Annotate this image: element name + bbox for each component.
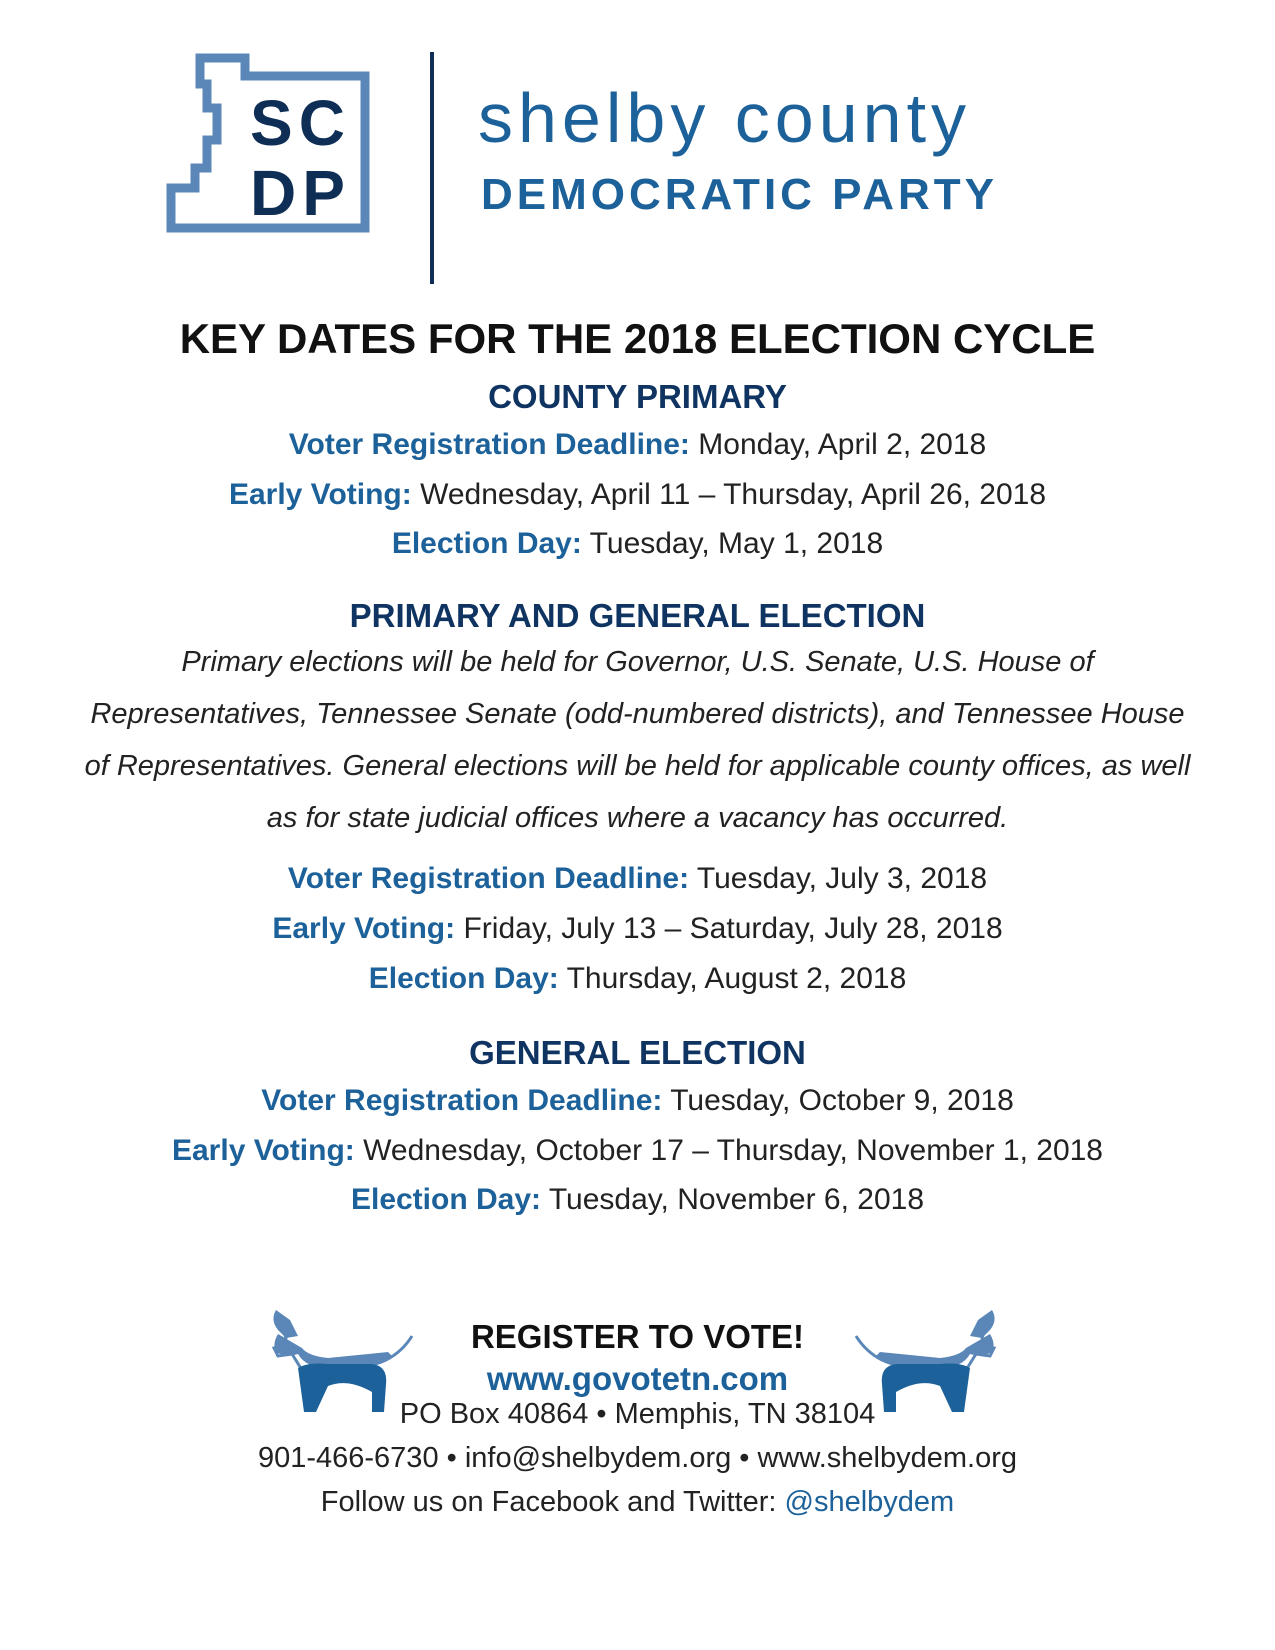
primary-general-election-day <box>0 962 1275 996</box>
county-primary-election-day <box>0 527 1275 561</box>
general-early-voting <box>0 1134 1275 1168</box>
general-registration <box>0 1084 1275 1118</box>
follow-text: Follow us on Facebook and Twitter: <box>320 1486 785 1518</box>
date-label: Election Day: <box>368 962 559 995</box>
primary-general-description: Primary elections will be held for Governor, U.S. Senate, U.S. House of Representatives, Tennessee Senate (odd-numbered districts), and Tennessee House of Representatives. General elections will be held for applicable county offices, as well as for state judicial offices where a vacancy has occurred. <box>84 646 1191 834</box>
logo-line-2: DP <box>250 157 351 229</box>
date-value: Monday, April 2, 2018 <box>689 428 987 461</box>
footer-contact: 901-466-6730 • info@shelbydem.org • www.shelbydem.org <box>257 1442 1018 1474</box>
general-election-day <box>0 1183 1275 1217</box>
date-value: Tuesday, October 9, 2018 <box>662 1084 1014 1117</box>
header <box>0 0 1275 300</box>
primary-general-registration <box>0 862 1275 896</box>
register-block <box>0 1318 1275 1398</box>
register-link[interactable]: www.govotetn.com <box>486 1360 789 1397</box>
county-primary-heading: COUNTY PRIMARY <box>488 378 787 415</box>
date-label: Voter Registration Deadline: <box>288 428 690 461</box>
date-value: Tuesday, November 6, 2018 <box>541 1183 925 1216</box>
page-title: KEY DATES FOR THE 2018 ELECTION CYCLE <box>179 315 1096 362</box>
date-value: Thursday, August 2, 2018 <box>558 962 907 995</box>
date-value: Wednesday, October 17 – Thursday, November 1, 2018 <box>354 1134 1103 1167</box>
county-primary-early-voting <box>0 478 1275 512</box>
date-label: Election Day: <box>350 1183 542 1216</box>
primary-general-heading: PRIMARY AND GENERAL ELECTION <box>349 597 926 634</box>
footer-follow <box>0 1486 1275 1519</box>
date-value: Wednesday, April 11 – Thursday, April 26, 2018 <box>411 478 1047 511</box>
primary-general-early-voting <box>0 912 1275 946</box>
date-value: Tuesday, July 3, 2018 <box>689 862 988 895</box>
date-label: Election Day: <box>391 527 582 560</box>
logo-line-1: SC <box>250 87 351 159</box>
social-handle-link[interactable]: @shelbydem <box>784 1486 955 1518</box>
org-name-line-1: shelby county <box>478 79 972 157</box>
date-value: Friday, July 13 – Saturday, July 28, 2018 <box>455 912 1003 945</box>
date-label: Voter Registration Deadline: <box>261 1084 663 1117</box>
date-label: Voter Registration Deadline: <box>287 862 690 895</box>
general-election-heading: GENERAL ELECTION <box>469 1034 806 1071</box>
date-label: Early Voting: <box>272 912 456 945</box>
logo-monogram <box>250 88 370 228</box>
date-label: Early Voting: <box>171 1134 355 1167</box>
date-value: Tuesday, May 1, 2018 <box>581 527 884 560</box>
header-divider <box>430 52 434 284</box>
date-label: Early Voting: <box>228 478 412 511</box>
register-cta: REGISTER TO VOTE! <box>470 1318 805 1355</box>
footer-address: PO Box 40864 • Memphis, TN 38104 <box>399 1398 876 1430</box>
county-primary-registration <box>0 428 1275 462</box>
org-name-line-2: DEMOCRATIC PARTY <box>481 170 999 219</box>
